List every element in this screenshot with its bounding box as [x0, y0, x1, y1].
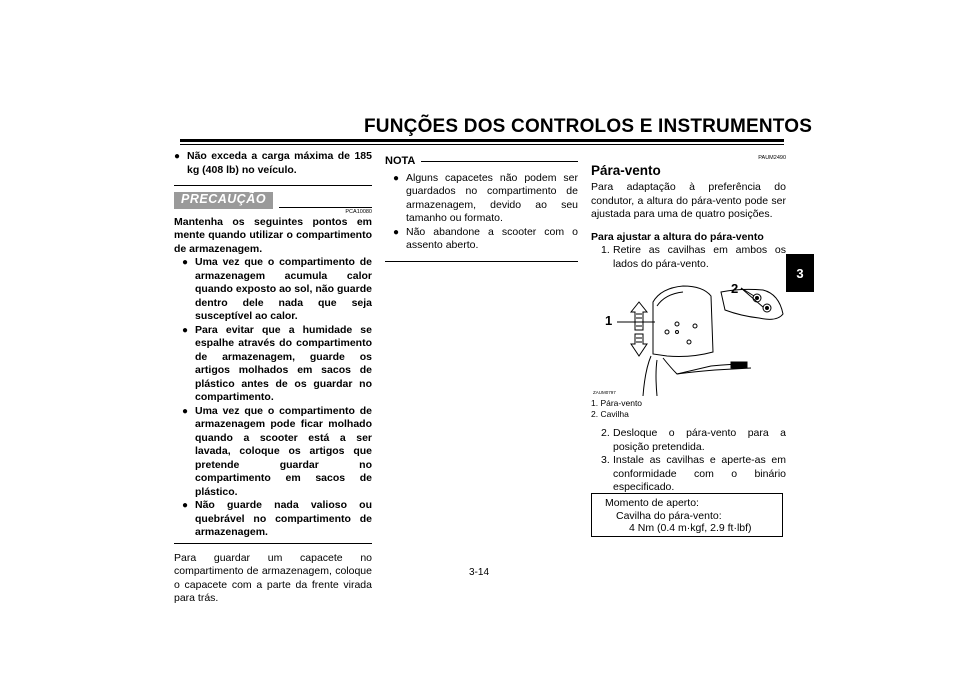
- callout-1: 1: [605, 313, 613, 328]
- step-number: 3.: [601, 454, 610, 466]
- caution-bullet-list: [174, 256, 372, 540]
- chapter-tab[interactable]: 3: [786, 254, 814, 292]
- column-right: [591, 155, 786, 495]
- header-rule-thin: [180, 144, 784, 145]
- nota-bullet: ● Alguns capacetes não podem ser guardados no compartimento de armazenagem, devido ao seu tamanho ou formato.: [393, 172, 578, 226]
- torque-title: Momento de aperto:: [605, 497, 699, 509]
- steps-after-list: [591, 427, 786, 495]
- nota-label: NOTA: [385, 155, 416, 167]
- caution-intro: Mantenha os seguintes pontos em mente quando utilizar o compartimento de armazenagem.: [174, 215, 372, 255]
- step-item: [591, 454, 786, 495]
- windshield-illustration: [591, 274, 786, 398]
- page-header-title: FUNÇÕES DOS CONTROLOS E INSTRUMENTOS: [364, 116, 813, 137]
- column-left: [174, 150, 372, 606]
- caution-bullet: ● Para evitar que a humidade se espalhe através do compartimento de armazenagem, guarde os artigos molhados em sacos de plástico antes de os guardar no compartimento.: [182, 324, 372, 405]
- step-number: 1.: [601, 244, 610, 256]
- header-rule-thick: [180, 139, 784, 142]
- torque-value: 4 Nm (0.4 m·kgf, 2.9 ft·lbf): [629, 522, 752, 534]
- step-item: [591, 427, 786, 454]
- caution-label: PRECAUÇÃO: [174, 192, 273, 209]
- step-text: Retire as cavilhas em ambos os lados do pára-vento.: [613, 244, 786, 270]
- step-text: Desloque o pára-vento para a posição pretendida.: [613, 427, 786, 453]
- step-item: [591, 244, 786, 271]
- torque-item: Cavilha do pára-vento:: [616, 509, 722, 522]
- nota-bullet: ● Não abandone a scooter com o assento aberto.: [393, 226, 578, 253]
- caption-item: 2. Cavilha: [591, 409, 629, 419]
- callout-2: 2: [731, 281, 739, 296]
- divider: [174, 185, 372, 186]
- nota-bullet-list: [385, 172, 578, 253]
- caution-bullet: ● Uma vez que o compartimento de armazenagem acumula calor quando exposto ao sol, não guarde dentro dele nada que seja susceptível ao calor.: [182, 256, 372, 324]
- caution-header: [174, 192, 372, 209]
- torque-spec-box: [591, 493, 783, 537]
- nota-header: [385, 155, 578, 169]
- nota-end-rule: [385, 261, 578, 262]
- step-number: 2.: [601, 427, 610, 439]
- column-middle: [385, 155, 578, 262]
- caution-end-rule: [174, 543, 372, 544]
- nota-rule: [421, 161, 578, 162]
- caution-code: PCA10080: [345, 208, 372, 215]
- section-intro: Para adaptação à preferência do condutor, a altura do pára-vento pode ser ajustada para uma de quatro posições.: [591, 181, 786, 220]
- procedure-heading: Para ajustar a altura do pára-vento: [591, 230, 764, 243]
- caution-rule: [279, 207, 372, 208]
- section-title: Pára-vento: [591, 163, 661, 178]
- step-text: Instale as cavilhas e aperte-as em conformidade com o binário especificado.: [613, 454, 786, 493]
- caption-item: 1. Pára-vento: [591, 398, 643, 408]
- windshield-drawing: [591, 274, 786, 398]
- caution-bullet: ● Uma vez que o compartimento de armazenagem pode ficar molhado quando a scooter está a ser lavada, coloque os artigos que pretende guardar no compartimento em sacos de plástico.: [182, 405, 372, 500]
- load-limit-bullet: ● Não exceda a carga máxima de 185 kg (408 lb) no veículo.: [174, 150, 372, 177]
- section-code: PAUM2490: [758, 155, 786, 161]
- page-number: 3-14: [469, 567, 490, 578]
- helmet-paragraph: Para guardar um capacete no compartimento de armazenagem, coloque o capacete com a parte da frente virada para trás.: [174, 551, 372, 604]
- figure-code: ZAUM0797: [593, 390, 616, 395]
- caution-bullet: ● Não guarde nada valioso ou quebrável no compartimento de armazenagem.: [182, 499, 372, 540]
